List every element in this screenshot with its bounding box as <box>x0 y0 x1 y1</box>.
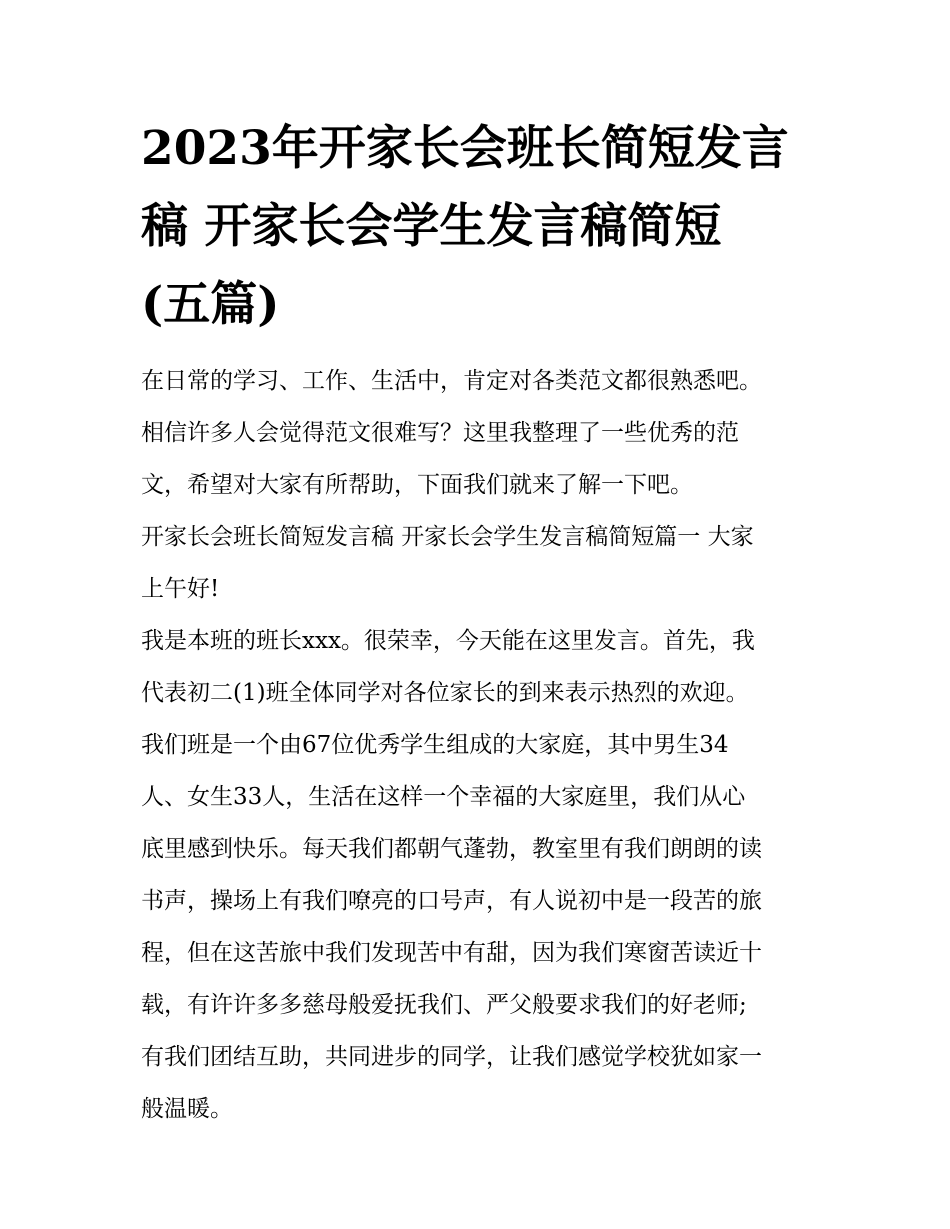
body-line: 开家长会班长简短发言稿 开家长会学生发言稿简短篇一 大家 <box>141 524 754 550</box>
body-line: 书声，操场上有我们嘹亮的口号声，有人说初中是一段苦的旅 <box>141 888 762 914</box>
body-line: 上午好! <box>141 576 220 602</box>
body-line: 般温暖。 <box>141 1096 233 1122</box>
body-line: 程，但在这苦旅中我们发现苦中有甜，因为我们寒窗苦读近十 <box>141 940 762 966</box>
document-title <box>141 110 821 344</box>
body-line: 载，有许许多多慈母般爱抚我们、严父般要求我们的好老师; <box>141 992 747 1018</box>
body-line: 我是本班的班长xxx。很荣幸，今天能在这里发言。首先，我 <box>141 628 755 654</box>
title-line: 稿 开家长会学生发言稿简短 <box>141 199 722 254</box>
body-line: 相信许多人会觉得范文很难写？这里我整理了一些优秀的范 <box>141 420 739 446</box>
title-line: 2023年开家长会班长简短发言 <box>141 121 789 176</box>
body-line: 人、女生33人，生活在这样一个幸福的大家庭里，我们从心 <box>141 784 746 810</box>
body-line: 我们班是一个由67位优秀学生组成的大家庭，其中男生34 <box>141 732 729 758</box>
body-line: 底里感到快乐。每天我们都朝气蓬勃，教室里有我们朗朗的读 <box>141 836 762 862</box>
body-line: 代表初二(1)班全体同学对各位家长的到来表示热烈的欢迎。 <box>141 680 749 706</box>
document-body <box>141 355 821 1135</box>
body-line: 文，希望对大家有所帮助，下面我们就来了解一下吧。 <box>141 472 693 498</box>
body-line: 有我们团结互助，共同进步的同学，让我们感觉学校犹如家一 <box>141 1044 762 1070</box>
body-line: 在日常的学习、工作、生活中，肯定对各类范文都很熟悉吧。 <box>141 368 762 394</box>
title-line: (五篇) <box>141 277 280 332</box>
